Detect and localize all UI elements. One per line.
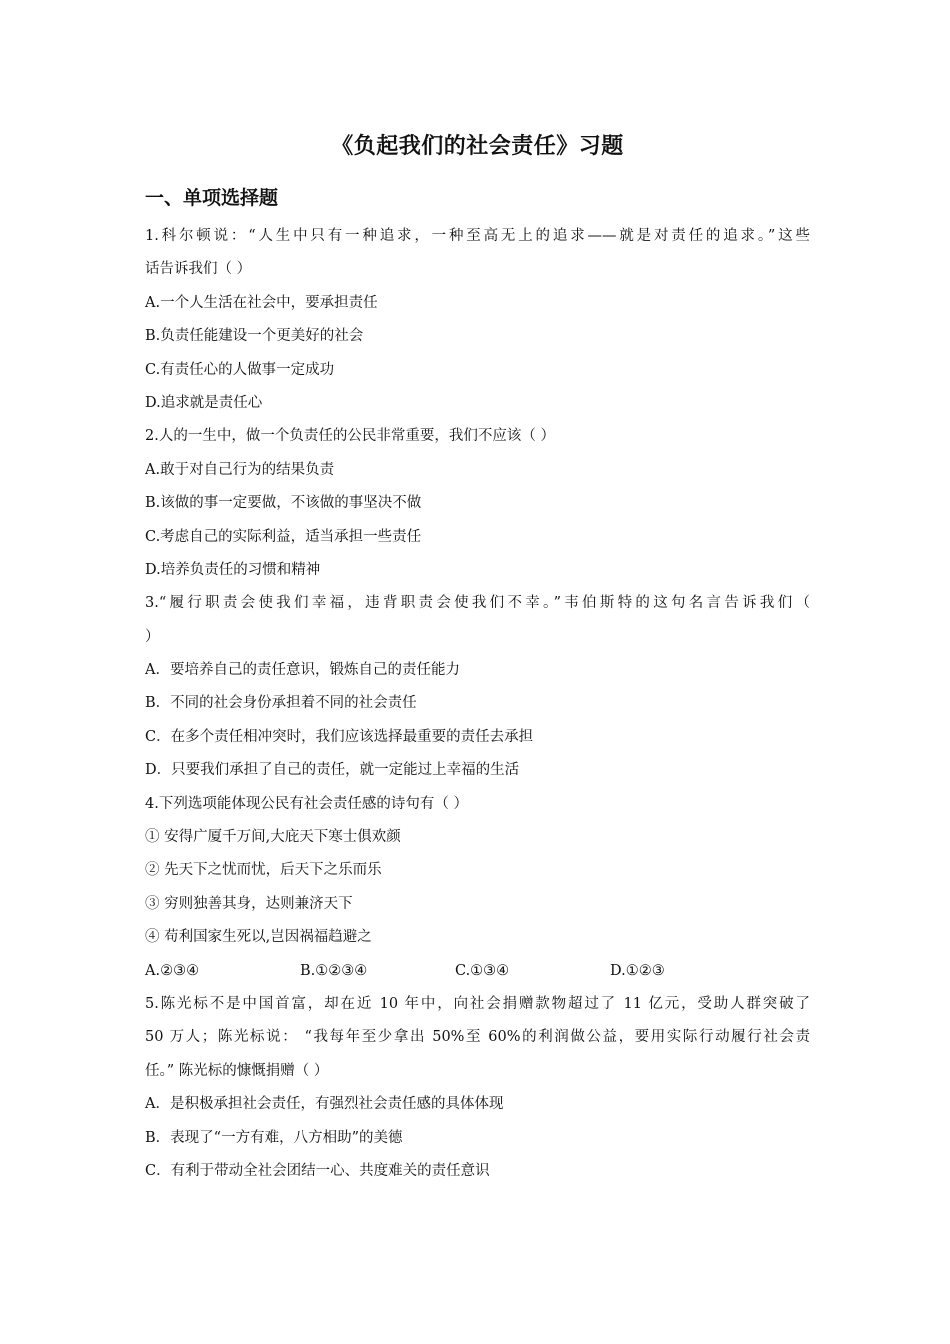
q4-option-d: D.①②③ bbox=[610, 962, 665, 979]
q4-option-a: A.②③④ bbox=[145, 962, 200, 979]
q4-item-4: ④ 苟利国家生死以,岂因祸福趋避之 bbox=[145, 929, 372, 946]
q3-stem-line1: 3.“履行职责会使我们幸福，违背职责会使我们不幸。”韦伯斯特的这句名言告诉我们（ bbox=[145, 595, 810, 612]
document-title: 《负起我们的社会责任》习题 bbox=[331, 134, 624, 159]
q3-option-a: A．要培养自己的责任意识，锻炼自己的责任能力 bbox=[145, 662, 460, 679]
q5-stem-line3: 任。” 陈光标的慷慨捐赠（ ） bbox=[145, 1062, 329, 1079]
q5-option-b: B．表现了“一方有难，八方相助”的美德 bbox=[145, 1129, 403, 1146]
q4-item-3: ③ 穷则独善其身，达则兼济天下 bbox=[145, 895, 353, 912]
q2-option-c: C.考虑自己的实际利益，适当承担一些责任 bbox=[145, 528, 422, 545]
q1-stem-line1: 1.科尔顿说：“人生中只有一种追求，一种至高无上的追求——就是对责任的追求。”这些 bbox=[145, 228, 810, 244]
q4-stem: 4.下列选项能体现公民有社会责任感的诗句有（ ） bbox=[145, 795, 468, 812]
q3-option-d: D．只要我们承担了自己的责任，就一定能过上幸福的生活 bbox=[145, 762, 520, 779]
q3-option-b: B．不同的社会身份承担着不同的社会责任 bbox=[145, 695, 417, 712]
q1-option-c: C.有责任心的人做事一定成功 bbox=[145, 361, 335, 378]
q3-option-c: C．在多个责任相冲突时，我们应该选择最重要的责任去承担 bbox=[145, 728, 534, 745]
q4-option-b: B.①②③④ bbox=[300, 962, 368, 979]
q1-option-d: D.追求就是责任心 bbox=[145, 394, 263, 411]
q4-item-2: ② 先天下之忧而忧，后天下之乐而乐 bbox=[145, 862, 382, 879]
q4-item-1: ① 安得广厦千万间,大庇天下寒士俱欢颜 bbox=[145, 829, 401, 846]
q1-option-b: B.负责任能建设一个更美好的社会 bbox=[145, 328, 364, 345]
q4-option-c: C.①③④ bbox=[455, 962, 510, 979]
q5-option-a: A．是积极承担社会责任，有强烈社会责任感的具体体现 bbox=[145, 1096, 504, 1113]
q2-stem: 2.人的一生中，做一个负责任的公民非常重要，我们不应该（ ） bbox=[145, 428, 555, 445]
q5-option-c: C．有利于带动全社会团结一心、共度难关的责任意识 bbox=[145, 1162, 490, 1179]
section-heading: 一、单项选择题 bbox=[145, 187, 279, 209]
q2-option-b: B.该做的事一定要做，不该做的事坚决不做 bbox=[145, 495, 422, 512]
q2-option-d: D.培养负责任的习惯和精神 bbox=[145, 561, 321, 578]
q1-stem-line2: 话告诉我们（ ） bbox=[145, 261, 252, 278]
q3-stem-line2: ） bbox=[145, 628, 160, 645]
q5-stem-line1: 5.陈光标不是中国首富，却在近 10 年中，向社会捐赠款物超过了 11 亿元，受助人群突破了 bbox=[145, 995, 810, 1012]
q5-stem-line2: 50 万人；陈光标说： “我每年至少拿出 50%至 60%的利润做公益，要用实际行动履行社会责 bbox=[145, 1029, 810, 1046]
question-list bbox=[145, 220, 810, 1188]
q1-option-a: A.一个人生活在社会中，要承担责任 bbox=[145, 294, 378, 311]
q2-option-a: A.敢于对自己行为的结果负责 bbox=[145, 461, 335, 478]
q4-options-row bbox=[145, 955, 810, 988]
